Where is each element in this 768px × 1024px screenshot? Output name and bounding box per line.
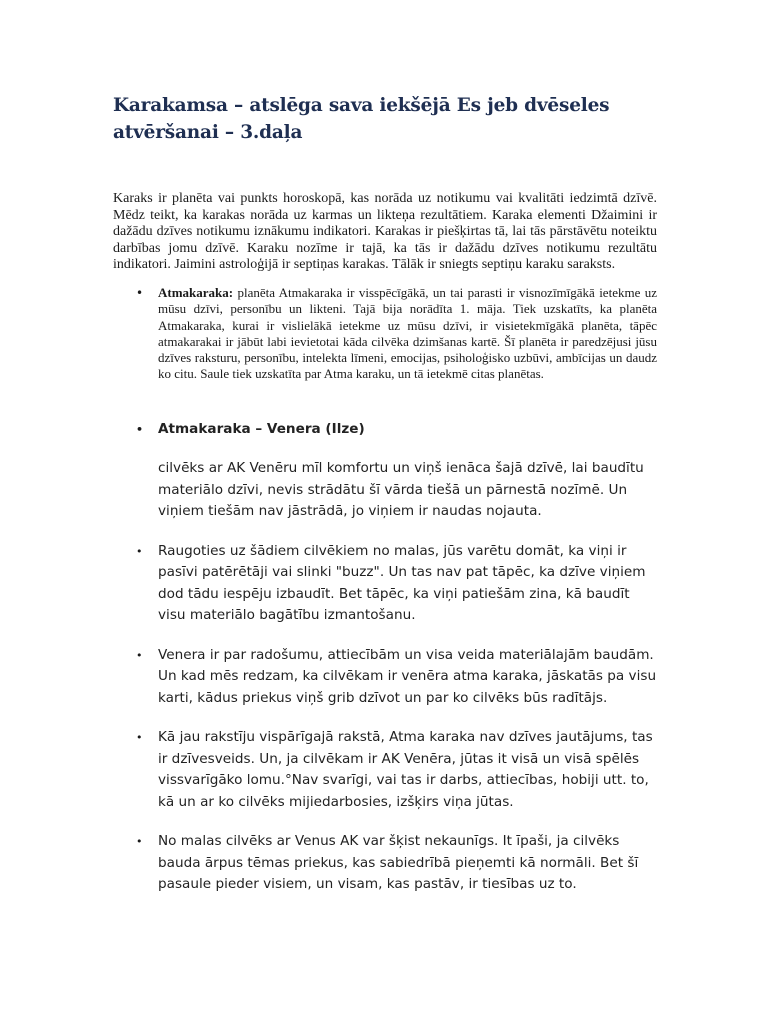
bullet-marker: • — [136, 285, 144, 300]
section-heading: Atmakaraka – Venera (Ilze) — [158, 420, 365, 437]
list-item-text: Raugoties uz šādiem cilvēkiem no malas, jūs varētu domāt, ka viņi ir pasīvi patērētāji vai slinki "buzz". Un tas nav pat tāpēc, ka dzīve viņiem dod tādu iespēju izbaudīt. Bet tāpēc, ka viņi patiešām zina, kā baudīt visu materiālo bagātību izmantošanu. — [158, 542, 646, 624]
article-title: Karakamsa – atslēga sava iekšējā Es jeb dvēseles atvēršanai – 3.daļa — [113, 95, 610, 143]
list-item — [113, 727, 657, 813]
list-item-text: Kā jau rakstīju vispārīgajā rakstā, Atma karaka nav dzīves jautājums, tas ir dzīvesveids. Un, ja cilvēkam ir AK Venēra, jūtas it visā un visā spēlēs vissvarīgāko lomu.°Nav svarīgi, vai tas ir darbs, attiecības, hobiji utt. to, kā un ar ko cilvēks mijiedarbosies, izšķirs viņa jūtas. — [158, 729, 653, 810]
venus-points-list — [113, 541, 657, 896]
intro-paragraph: Karaks ir planēta vai punkts horoskopā, kas norāda uz notikumu vai kvalitāti iedzimtā dzīvē. Mēdz teikt, ka karakas norāda uz karmas un likteņa rezultātiem. Karaka elementi Džaimini ir dažādu dzīves notikumu iznākumu indikatori. Karakas ir piešķirtas tā, lai tās pārstāvētu noteiktu darbības jomu dzīvē. Karaku nozīme ir tajā, ka tās ir dažādu dzīves notikumu rezultātu indikatori. Jaimini astroloģijā ir septiņas karakas. Tālāk ir sniegts septiņu karaku saraksts. — [113, 191, 657, 273]
bullet-marker: • — [136, 648, 143, 662]
list-item — [113, 831, 657, 896]
list-item-text: Venera ir par radošumu, attiecībām un visa veida materiālajām baudām. Un kad mēs redzam, ka cilvēkam ir venēra atma karaka, jāskatās pa visu karti, kādus priekus viņš grib dzīvot un par ko cilvēks būs radītājs. — [158, 646, 657, 706]
list-item-atmakaraka — [113, 285, 657, 383]
list-item-venus-heading — [113, 419, 657, 441]
bullet-marker: • — [136, 835, 143, 849]
list-item — [113, 541, 657, 627]
list-item — [113, 645, 657, 710]
karaka-list — [113, 285, 657, 440]
bullet-marker: • — [136, 544, 143, 558]
list-item-text: No malas cilvēks ar Venus AK var šķist nekaunīgs. It īpaši, ja cilvēks bauda ārpus tēmas priekus, kas sabiedrībā pieņemti kā normāli. Bet šī pasaule pieder visiem, un visam, kas pastāv, ir tiesības uz to. — [158, 833, 639, 893]
bullet-marker: • — [136, 731, 143, 745]
atmakaraka-term: Atmakaraka: — [158, 284, 234, 300]
bullet-marker: • — [136, 422, 144, 436]
atmakaraka-description: planēta Atmakaraka ir visspēcīgākā, un tai parasti ir visnozīmīgākā ietekme uz mūsu dzīvi, personību un likteni. Tajā bija norādīta 1. māja. Tiek uzskatīts, ka planēta Atmakaraka, kurai ir vislielākā ietekme uz mūsu dzīvi, ir visietekmīgākā planēta, tāpēc atmakarakai ir jābūt labi ievietotai kāda cilvēka dzimšanas kartē. Šī planēta ir paredzējusi jūsu dzīves raksturu, personību, intelekta līmeni, emocijas, psiholoģisko uzbūvi, ambīcijas un daudz ko citu. Saule tiek uzskatīta par Atma karaku, un tā ietekmē citas planētas. — [158, 284, 657, 382]
venus-intro-paragraph: cilvēks ar AK Venēru mīl komfortu un viņš ienāca šajā dzīvē, lai baudītu materiālo dzīvi, nevis strādātu šī vārda tiešā un pārnestā nozīmē. Un viņiem tiešām nav jāstrādā, jo viņiem ir naudas nojauta. — [158, 460, 644, 520]
